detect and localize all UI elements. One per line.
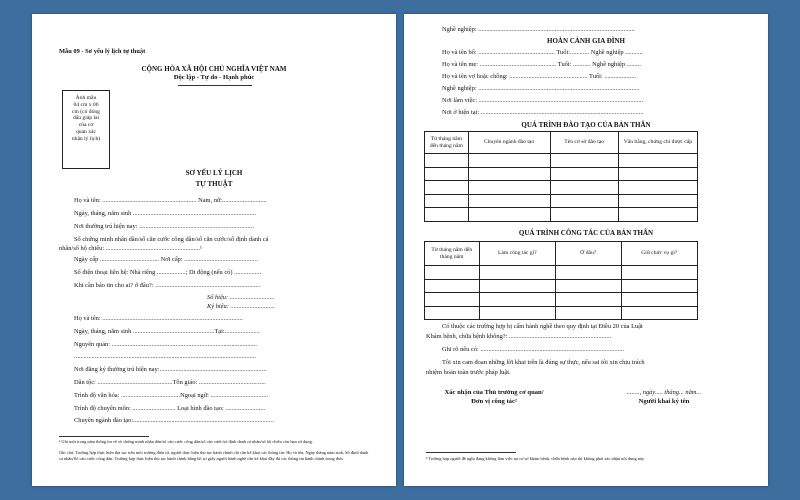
- field-line: Dân tộc: ...............................................Tôn giáo: ..........................................: [74, 379, 266, 386]
- work-header-period: Từ tháng năm đến tháng năm: [425, 242, 480, 266]
- table-cell[interactable]: [550, 208, 618, 222]
- training-row: [425, 208, 698, 222]
- table-cell[interactable]: [468, 208, 550, 222]
- field-line: Trình độ văn hóa: .....................................Ngoại ngữ: ....................................: [74, 392, 269, 399]
- table-cell[interactable]: [479, 306, 555, 320]
- photo-box-line: 04 cm x 06: [73, 101, 99, 108]
- table-cell[interactable]: [618, 154, 697, 168]
- table-cell[interactable]: [550, 181, 618, 195]
- motto: Độc lập - Tự do - Hạnh phúc: [173, 74, 255, 81]
- training-row: [425, 167, 698, 181]
- photo-box: [62, 90, 110, 169]
- field-line: nhân/số hộ chiếu: ...........................................................¹: [59, 245, 202, 252]
- field-line: Chuyên ngành đào tạo:........................................................................................: [74, 417, 274, 424]
- family-line: Nơi làm việc: .......................................................................................................: [442, 97, 644, 104]
- table-cell[interactable]: [550, 154, 618, 168]
- photo-box-line: quan xác: [75, 129, 97, 136]
- work-row: [425, 306, 698, 320]
- field-line: Nơi đăng ký thường trú hiện nay:...................................................................: [74, 366, 267, 373]
- training-header-major: Chuyên ngành đào tạo: [468, 132, 550, 154]
- note-line: Ghi rõ nếu có: ..........................................................................................: [442, 346, 625, 353]
- table-cell[interactable]: [621, 306, 697, 320]
- confirm-label: Xác nhận của Thủ trưởng cơ quan/: [444, 389, 544, 396]
- ban-question-line: Có thuộc các trường hợp bị cấm hành nghề theo quy định tại Điều 20 của Luật: [442, 323, 643, 330]
- work-row: [425, 279, 698, 293]
- work-row: [425, 293, 698, 307]
- table-cell[interactable]: [556, 266, 622, 280]
- training-row: [425, 154, 698, 168]
- field-line: ..................................................................................................................: [74, 353, 257, 360]
- table-cell[interactable]: [468, 181, 550, 195]
- field-line: Ngày, tháng, năm sinh ...................................................Tại:......................: [74, 328, 260, 335]
- table-cell[interactable]: [618, 167, 697, 181]
- training-header-degree: Văn bằng, chứng chỉ được cấp: [618, 132, 697, 154]
- training-section-title: QUÁ TRÌNH ĐÀO TẠO CỦA BẢN THÂN: [521, 121, 651, 129]
- field-line: Ngày cấp ..................................... Nơi cấp: ..............................................: [74, 256, 258, 263]
- work-row: [425, 266, 698, 280]
- family-line: Nghề nghiệp: .....................................................................................................: [442, 85, 640, 92]
- table-cell[interactable]: [425, 181, 469, 195]
- document-page-left: [32, 14, 396, 486]
- document-title: SƠ YẾU LÝ LỊCH: [185, 169, 243, 177]
- declarant-label: Người khai ký tên: [638, 398, 690, 405]
- family-line: Họ và tên vợ hoặc chồng: ................................................. Tuổi: ....................: [442, 73, 637, 80]
- field-line: Số điện thoại liên hệ: Nhà riêng ..................; Di động (nếu có) .................: [74, 269, 262, 276]
- table-cell[interactable]: [425, 194, 469, 208]
- work-header-place: Ở đâu?: [556, 242, 622, 266]
- work-header-job: Làm công tác gì?: [479, 242, 555, 266]
- training-header-period: Từ tháng năm đến tháng năm: [425, 132, 469, 154]
- training-row: [425, 194, 698, 208]
- field-line: Trình độ chuyên môn: ........................... Loại hình đào tạo: .........................: [74, 405, 266, 412]
- training-row: [425, 181, 698, 195]
- document-page-right: [404, 14, 768, 486]
- family-section-title: HOÀN CẢNH GIA ĐÌNH: [547, 37, 625, 45]
- table-cell[interactable]: [556, 293, 622, 307]
- field-line: Họ và tên: ........................................................... Nam, nữ:............................: [74, 197, 267, 204]
- ky-hieu-line: Ký hiệu: ............................: [207, 303, 276, 310]
- national-title: CỘNG HÒA XÃ HỘI CHỦ NGHĨA VIỆT NAM: [141, 65, 287, 73]
- ban-question-line: Khám bệnh, chữa bệnh không?: ................................................................: [426, 333, 612, 340]
- field-line: Ngày, tháng, năm sinh .............................................................................: [74, 210, 256, 217]
- footnote-separator: [59, 436, 149, 437]
- table-cell[interactable]: [425, 266, 480, 280]
- table-cell[interactable]: [479, 293, 555, 307]
- photo-box-line: nhận lý lịch): [71, 135, 101, 142]
- document-subtitle: TỰ THUẬT: [195, 180, 233, 188]
- table-cell[interactable]: [425, 279, 480, 293]
- footnote-1: ¹ Ghi một trong năm thông tin về số chứng minh nhân dân/số căn cước công dân/số căn cước/số định danh cá nhân/số hộ chiếu còn hạn sử dụng.: [59, 439, 313, 444]
- table-cell[interactable]: [621, 293, 697, 307]
- field-line: Họ và tên: ........................................................................................: [74, 315, 243, 322]
- table-cell[interactable]: [556, 279, 622, 293]
- table-cell[interactable]: [425, 293, 480, 307]
- table-cell[interactable]: [479, 266, 555, 280]
- family-line: Họ và tên mẹ: ................................................ Tuổi: ........... Nghề nghiệp .........: [442, 61, 641, 68]
- footnote-note: Ghi chú: Trường hợp thực hiện thủ tục trên môi trường điện tử, người thực hiện thủ tục hành chính chỉ cần kê khai các thông tin: Họ và tên, Ngày tháng năm sinh, Số định danh cá nhân/Số căn cước công dân. Trường hợp thực hiện thủ tục hành chính bằng hồ sơ giấy người hành nghề cần kê khai đầy đủ các thông tin hành chính trong đơn.: [59, 450, 369, 461]
- table-cell[interactable]: [556, 306, 622, 320]
- table-cell[interactable]: [621, 266, 697, 280]
- pledge-line: nhiệm hoàn toàn trước pháp luật.: [426, 369, 511, 376]
- photo-box-line: của cơ: [78, 122, 94, 129]
- field-line: Nghề nghiệp: ..................................................................................................: [442, 26, 635, 33]
- table-cell[interactable]: [425, 306, 480, 320]
- table-cell[interactable]: [479, 279, 555, 293]
- family-line: Nơi ở hiện tại: ......................................................................................................: [442, 109, 644, 116]
- photo-box-line: dấu giáp lai: [72, 115, 100, 122]
- work-header-position: Giữ chức vụ gì?: [621, 242, 697, 266]
- table-cell[interactable]: [550, 194, 618, 208]
- field-line: Số chứng minh nhân dân/số căn cước công dân/số căn cước/số định danh cá: [74, 236, 269, 243]
- table-cell[interactable]: [425, 154, 469, 168]
- date-line: ........, ngày..... tháng... năm...: [626, 389, 702, 396]
- form-code: Mẫu 09 - Sơ yếu lý lịch tự thuật: [59, 48, 146, 55]
- motto-underline: [178, 85, 252, 86]
- photo-box-line: cm (có đóng: [72, 108, 100, 115]
- field-line: Nơi thường trú hiện nay: ........................................................................: [74, 223, 255, 230]
- table-cell[interactable]: [468, 167, 550, 181]
- table-cell[interactable]: [618, 208, 697, 222]
- table-cell[interactable]: [618, 194, 697, 208]
- table-cell[interactable]: [621, 279, 697, 293]
- so-hieu-line: Số hiệu: ............................: [207, 294, 275, 301]
- field-line: Khi cần báo tin cho ai? ở đâu?: ..................................................................: [74, 282, 261, 289]
- training-table: [424, 131, 698, 222]
- training-header-institution: Tên cơ sở đào tạo: [550, 132, 618, 154]
- photo-box-line: Ảnh mầu: [75, 95, 97, 101]
- footnote-2: ² Trường hợp người đề nghị đang không làm việc tại cơ sở khám bệnh, chữa bệnh nào thì không phải xác nhận nội dung này.: [426, 456, 645, 461]
- table-cell[interactable]: [468, 194, 550, 208]
- table-cell[interactable]: [468, 154, 550, 168]
- table-cell[interactable]: [618, 181, 697, 195]
- confirm-unit-label: Đơn vị công tác²: [471, 398, 517, 405]
- table-cell[interactable]: [425, 167, 469, 181]
- work-section-title: QUÁ TRÌNH CÔNG TÁC CỦA BẢN THÂN: [518, 229, 654, 237]
- pledge-line: Tôi xin cam đoan những lời khai trên là đúng sự thực, nếu sai tôi xin chịu trách: [442, 359, 645, 366]
- family-line: Họ và tên bố: ................................................ Tuổi:............ Nghề nghiệp ...........: [442, 49, 643, 56]
- field-line: Nguyên quán: ...........................................................................................: [74, 341, 258, 348]
- footnote-separator: [426, 452, 516, 453]
- table-cell[interactable]: [550, 167, 618, 181]
- table-cell[interactable]: [425, 208, 469, 222]
- work-table: [424, 241, 698, 320]
